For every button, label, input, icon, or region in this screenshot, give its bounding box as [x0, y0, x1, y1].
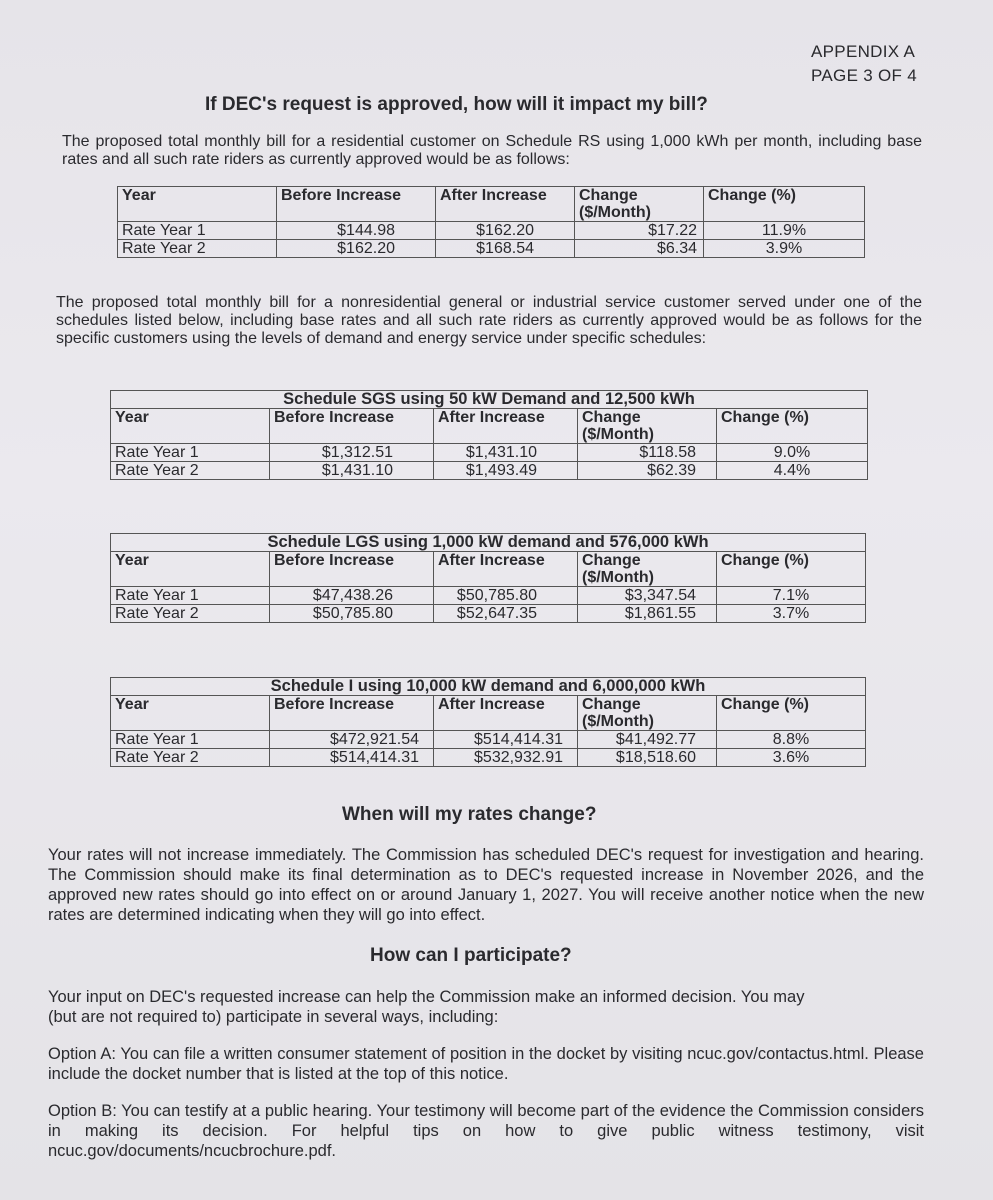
schedule-title: Schedule LGS using 1,000 kW demand and 576,000 kWh [111, 534, 866, 552]
option-b-text: Option B: You can testify at a public hearing. Your testimony will become part of the evidence the Commission considers in making its decision. For helpful tips on how to give public witness testimony, visit ncuc.gov/documents/ncucbrochure.pdf. [48, 1102, 924, 1160]
col-after: After Increase [434, 409, 578, 444]
table-schedule-i [110, 677, 866, 767]
cell-after: $514,414.31 [434, 731, 578, 749]
schedule-title: Schedule SGS using 50 kW Demand and 12,500 kWh [111, 391, 868, 409]
cell-before: $144.98 [277, 222, 436, 240]
col-year: Year [111, 552, 270, 587]
col-change-unit: ($/Month) [582, 426, 654, 443]
cell-after: $1,493.49 [434, 462, 578, 480]
col-before: Before Increase [270, 552, 434, 587]
col-after: After Increase [434, 552, 578, 587]
col-change-pct: Change (%) [717, 696, 866, 731]
option-a-text: Option A: You can file a written consumer statement of position in the docket by visiting ncuc.gov/contactus.html. Please include the docket number that is listed at the top of this notice. [48, 1045, 924, 1083]
cell-year: Rate Year 1 [111, 587, 270, 605]
table-row [111, 749, 866, 767]
cell-year: Rate Year 2 [111, 605, 270, 623]
col-change-label: Change [582, 696, 641, 713]
table-sgs [110, 390, 868, 480]
cell-pct: 8.8% [717, 731, 866, 749]
cell-after: $50,785.80 [434, 587, 578, 605]
col-change [578, 409, 717, 444]
cell-year: Rate Year 1 [111, 731, 270, 749]
cell-change: $62.39 [578, 462, 717, 480]
table-row [118, 240, 865, 258]
appendix-label [811, 40, 917, 88]
appendix-title: APPENDIX A [811, 42, 916, 61]
cell-before: $50,785.80 [270, 605, 434, 623]
intro-residential: The proposed total monthly bill for a residential customer on Schedule RS using 1,000 kWh per month, including base rates and all such rate riders as currently approved would be as follows: [62, 133, 922, 168]
cell-year: Rate Year 1 [118, 222, 277, 240]
col-after: After Increase [434, 696, 578, 731]
col-change-pct: Change (%) [717, 409, 868, 444]
cell-change: $1,861.55 [578, 605, 717, 623]
table-row [118, 222, 865, 240]
col-change-unit: ($/Month) [582, 713, 654, 730]
cell-before: $472,921.54 [270, 731, 434, 749]
cell-before: $1,312.51 [270, 444, 434, 462]
col-year: Year [118, 187, 277, 222]
cell-pct: 7.1% [717, 587, 866, 605]
when-text: Your rates will not increase immediately. The Commission has scheduled DEC's request for investigation and hearing. The Commission should make its final determination as to DEC's requested increase in November 2026, and the approved new rates should go into effect on or around January 1, 2027. You will receive another notice when the new rates are determined indicating when they will go into effect. [48, 846, 924, 924]
cell-before: $47,438.26 [270, 587, 434, 605]
cell-after: $168.54 [436, 240, 575, 258]
table-row [111, 731, 866, 749]
col-change-label: Change [582, 552, 641, 569]
intro-nonresidential: The proposed total monthly bill for a nonresidential general or industrial service customer served under one of the schedules listed below, including base rates and all such rate riders as currently approved would be as follows for the specific customers using the levels of demand and energy service under specific schedules: [56, 294, 922, 347]
cell-change: $3,347.54 [578, 587, 717, 605]
col-before: Before Increase [270, 696, 434, 731]
cell-year: Rate Year 2 [118, 240, 277, 258]
table-row [111, 444, 868, 462]
cell-pct: 4.4% [717, 462, 868, 480]
table-lgs [110, 533, 866, 623]
table-row [111, 587, 866, 605]
participate-heading: How can I participate? [370, 945, 572, 966]
col-change [578, 696, 717, 731]
col-change [575, 187, 704, 222]
cell-change: $118.58 [578, 444, 717, 462]
col-change-label: Change [579, 187, 638, 204]
col-change-unit: ($/Month) [582, 569, 654, 586]
page-heading: If DEC's request is approved, how will it impact my bill? [205, 94, 708, 115]
when-heading: When will my rates change? [342, 804, 597, 825]
cell-pct: 3.6% [717, 749, 866, 767]
col-change-pct: Change (%) [717, 552, 866, 587]
cell-pct: 9.0% [717, 444, 868, 462]
cell-pct: 3.9% [704, 240, 865, 258]
col-change-unit: ($/Month) [579, 204, 651, 221]
col-change-pct: Change (%) [704, 187, 865, 222]
cell-change: $6.34 [575, 240, 704, 258]
col-year: Year [111, 409, 270, 444]
col-change-label: Change [582, 409, 641, 426]
table-row [111, 462, 868, 480]
cell-before: $162.20 [277, 240, 436, 258]
cell-pct: 11.9% [704, 222, 865, 240]
cell-before: $1,431.10 [270, 462, 434, 480]
col-before: Before Increase [277, 187, 436, 222]
schedule-title: Schedule I using 10,000 kW demand and 6,000,000 kWh [111, 678, 866, 696]
cell-year: Rate Year 2 [111, 462, 270, 480]
cell-year: Rate Year 2 [111, 749, 270, 767]
participate-text: Your input on DEC's requested increase can help the Commission make an informed decision. You may (but are not required to) participate in several ways, including: [48, 988, 805, 1026]
cell-after: $532,932.91 [434, 749, 578, 767]
cell-change: $18,518.60 [578, 749, 717, 767]
col-year: Year [111, 696, 270, 731]
cell-after: $162.20 [436, 222, 575, 240]
table-row [111, 605, 866, 623]
cell-change: $17.22 [575, 222, 704, 240]
cell-change: $41,492.77 [578, 731, 717, 749]
table-residential [117, 186, 865, 258]
cell-pct: 3.7% [717, 605, 866, 623]
col-change [578, 552, 717, 587]
cell-before: $514,414.31 [270, 749, 434, 767]
col-before: Before Increase [270, 409, 434, 444]
cell-after: $52,647.35 [434, 605, 578, 623]
cell-year: Rate Year 1 [111, 444, 270, 462]
col-after: After Increase [436, 187, 575, 222]
cell-after: $1,431.10 [434, 444, 578, 462]
page-number: PAGE 3 OF 4 [811, 66, 917, 85]
